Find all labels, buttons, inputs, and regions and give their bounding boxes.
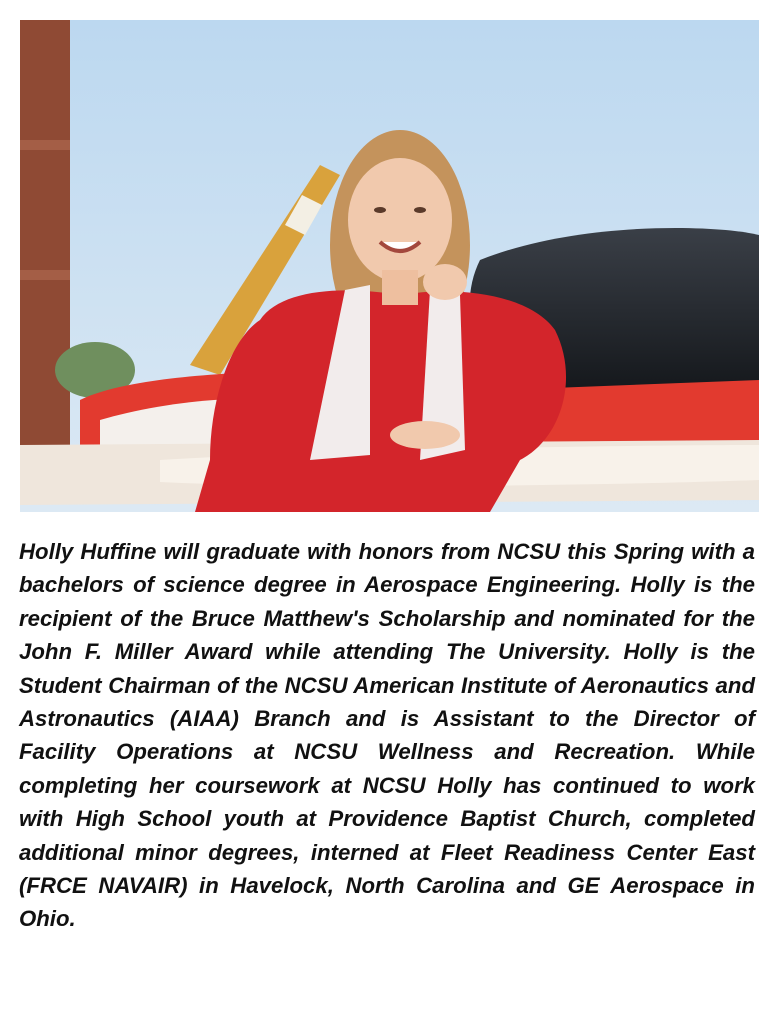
graduate-photo <box>20 20 759 512</box>
bio-paragraph: Holly Huffine will graduate with honors from NCSU this Spring with a bachelors of science degree in Aerospace Engineering. Holly is the recipient of the Bruce Matthew's Scholarship and nominated for the John F. Miller Award while attending The University. Holly is the Student Chairman of the NCSU American Institute of Aeronautics and Astronautics (AIAA) Branch and is Assistant to the Director of Facility Operations at NCSU Wellness and Recreation. While completing her coursework at NCSU Holly has continued to work with High School youth at Providence Baptist Church, completed additional minor degrees, interned at Fleet Readiness Center East (FRCE NAVAIR) in Havelock, North Carolina and GE Aerospace in Ohio. <box>19 539 755 932</box>
photo-illustration <box>20 20 759 512</box>
